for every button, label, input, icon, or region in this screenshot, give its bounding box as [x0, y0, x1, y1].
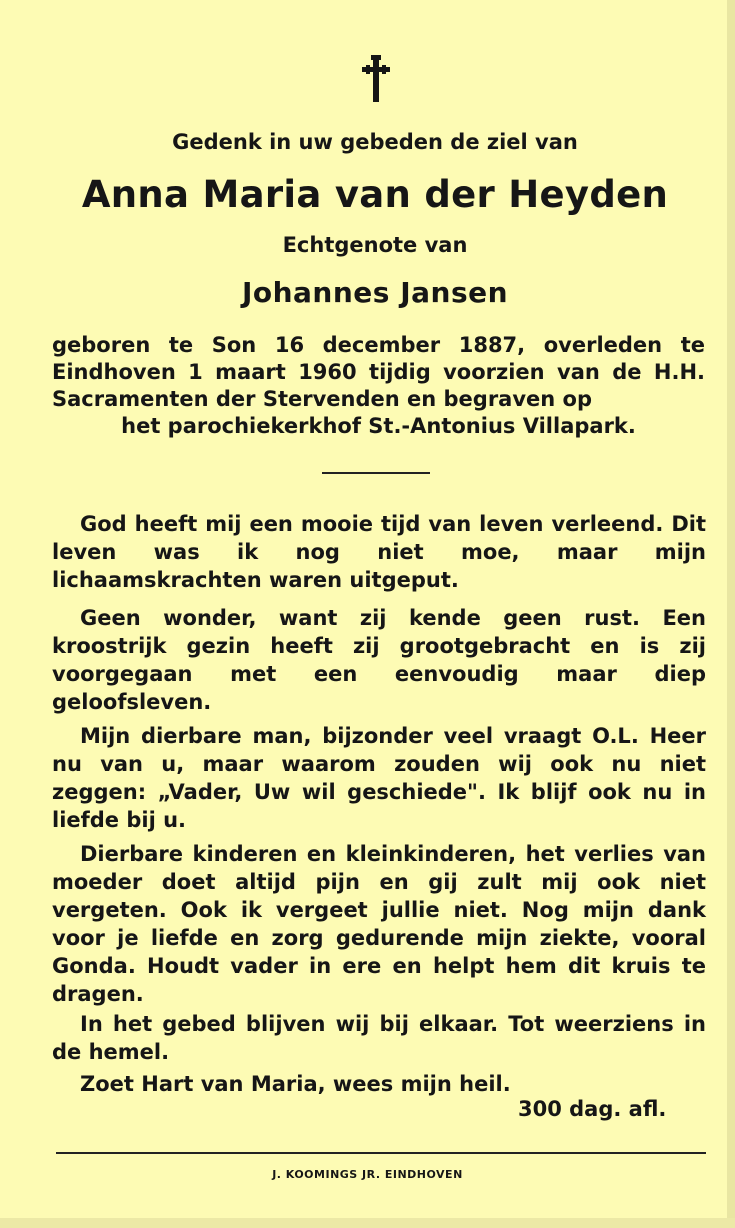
card-edge-right	[727, 0, 735, 1228]
printer-imprint: J. KOOMINGS JR. EINDHOVEN	[272, 1168, 463, 1181]
spouse-label: Echtgenote van	[282, 233, 468, 257]
prayer-line: Zoet Hart van Maria, wees mijn heil.	[80, 1072, 511, 1096]
indulgence-note: 300 dag. afl.	[518, 1097, 667, 1121]
paragraph: God heeft mij een mooie tijd van leven verleend. Dit leven was ik nog niet moe, maar mijn lichaamskrachten waren uitgeput.	[52, 512, 706, 592]
paragraph: Mijn dierbare man, bijzonder veel vraagt O.L. Heer nu van u, maar waarom zouden wij ook nu niet zeggen: „Vader, Uw wil geschiede". Ik blijf ook nu in liefde bij u.	[52, 724, 706, 832]
spouse-name: Johannes Jansen	[241, 276, 509, 309]
deceased-name: Anna Maria van der Heyden	[81, 173, 669, 216]
biography-main: geboren te Son 16 december 1887, overleden te Eindhoven 1 maart 1960 tijdig voorzien van de H.H. Sacramenten der Stervenden en begraven op	[52, 333, 705, 411]
biography-last-line: het parochiekerkhof St.-Antonius Villapark.	[121, 414, 636, 438]
cross-icon	[352, 52, 400, 106]
divider	[322, 472, 430, 474]
bottom-rule	[56, 1152, 706, 1154]
card-edge-bottom	[0, 1218, 735, 1228]
paragraph: Dierbare kinderen en kleinkinderen, het verlies van moeder doet altijd pijn en gij zult mij ook niet vergeten. Ook ik vergeet jullie niet. Nog mijn dank voor je liefde en zorg gedurende mijn ziekte, vooral Gonda. Houdt vader in ere en helpt hem dit kruis te dragen.	[52, 842, 706, 1006]
biography	[52, 332, 705, 440]
paragraph: Geen wonder, want zij kende geen rust. Een kroostrijk gezin heeft zij grootgebracht en is zij voorgegaan met een eenvoudig maar diep geloofsleven.	[52, 606, 706, 714]
paragraph: In het gebed blijven wij bij elkaar. Tot weerziens in de hemel.	[52, 1012, 706, 1064]
intro-text: Gedenk in uw gebeden de ziel van	[172, 130, 578, 154]
